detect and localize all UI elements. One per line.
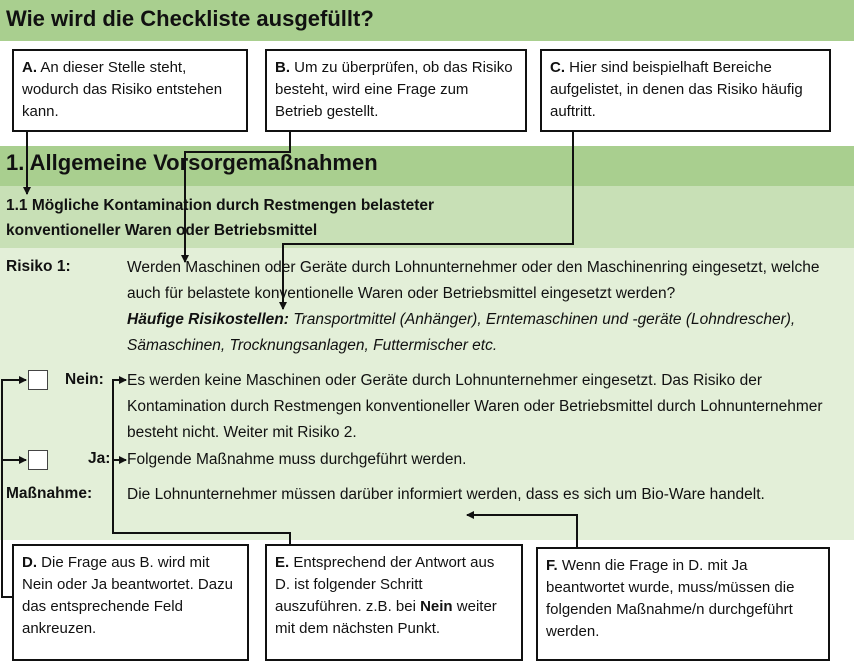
callout-e-text: Entsprechend der Antwort aus D. ist folgender Schritt auszuführen. z.B. bei — [275, 554, 495, 615]
callout-d-text: Die Frage aus B. wird mit Nein oder Ja beantwortet. Dazu das entsprechende Feld ankreuzen. — [22, 554, 233, 637]
measure-label: Maßnahme: — [6, 485, 93, 502]
callout-b-text: Um zu überprüfen, ob das Risiko besteht, wird eine Frage zum Betrieb gestellt. — [275, 59, 513, 120]
risk-places-label: Häufige Risikostellen: — [127, 311, 289, 328]
callout-c — [540, 49, 831, 132]
risk-label: Risiko 1: — [6, 258, 71, 275]
answer-no-text: Es werden keine Maschinen oder Geräte durch Lohnunternehmer eingesetzt. Das Risiko der Kontamination durch Restmengen konventioneller Waren oder Betriebsmittel durch Lohnunternehmer besteht nicht. Weiter mit Risiko 2. — [127, 372, 823, 441]
risk-question: Werden Maschinen oder Geräte durch Lohnunternehmer oder den Maschinenring eingesetzt, welche auch für belastete konventionelle Waren oder Betriebsmittel eingesetzt werden? — [127, 259, 820, 302]
measure-text: Die Lohnunternehmer müssen darüber informiert werden, dass es sich um Bio-Ware handelt. — [127, 486, 765, 503]
checkbox-nein[interactable] — [28, 370, 48, 390]
answer-yes-text: Folgende Maßnahme muss durchgeführt werden. — [127, 451, 467, 468]
subsection-heading: 1.1 Mögliche Kontamination durch Restmengen belasteter konventioneller Waren oder Betriebsmittel — [6, 197, 435, 239]
callout-f-letter: F. — [546, 557, 558, 574]
checkbox-ja[interactable] — [28, 450, 48, 470]
callout-c-text: Hier sind beispielhaft Bereiche aufgelistet, in denen das Risiko häufig auftritt. — [550, 59, 803, 120]
callout-a-text: An dieser Stelle steht, wodurch das Risiko entstehen kann. — [22, 59, 223, 120]
section-heading: 1. Allgemeine Vorsorgemaßnahmen — [6, 150, 378, 175]
callout-b — [265, 49, 527, 132]
callout-c-letter: C. — [550, 59, 565, 76]
page-title: Wie wird die Checkliste ausgefüllt? — [6, 6, 374, 31]
callout-d — [12, 544, 249, 661]
callout-f-text: Wenn die Frage in D. mit Ja beantwortet wurde, muss/müssen die folgenden Maßnahme/n durchgeführt werden. — [546, 557, 795, 640]
callout-e — [265, 544, 523, 661]
risk-question-block — [127, 255, 832, 359]
callout-d-letter: D. — [22, 554, 37, 571]
callout-e-bold: Nein — [420, 598, 453, 615]
answer-no-label: Nein: — [65, 371, 104, 388]
callout-a-letter: A. — [22, 59, 37, 76]
callout-e-letter: E. — [275, 554, 290, 571]
callout-f — [536, 547, 830, 661]
callout-a — [12, 49, 248, 132]
risk-places: Transportmittel (Anhänger), Erntemaschinen und -geräte (Lohndrescher), Sämaschinen, Trocknungsanlagen, Futtermischer etc. — [127, 311, 796, 354]
callout-e-text-after: weiter mit dem nächsten Punkt. — [275, 598, 497, 637]
callout-b-letter: B. — [275, 59, 290, 76]
answer-yes-label: Ja: — [88, 450, 111, 467]
